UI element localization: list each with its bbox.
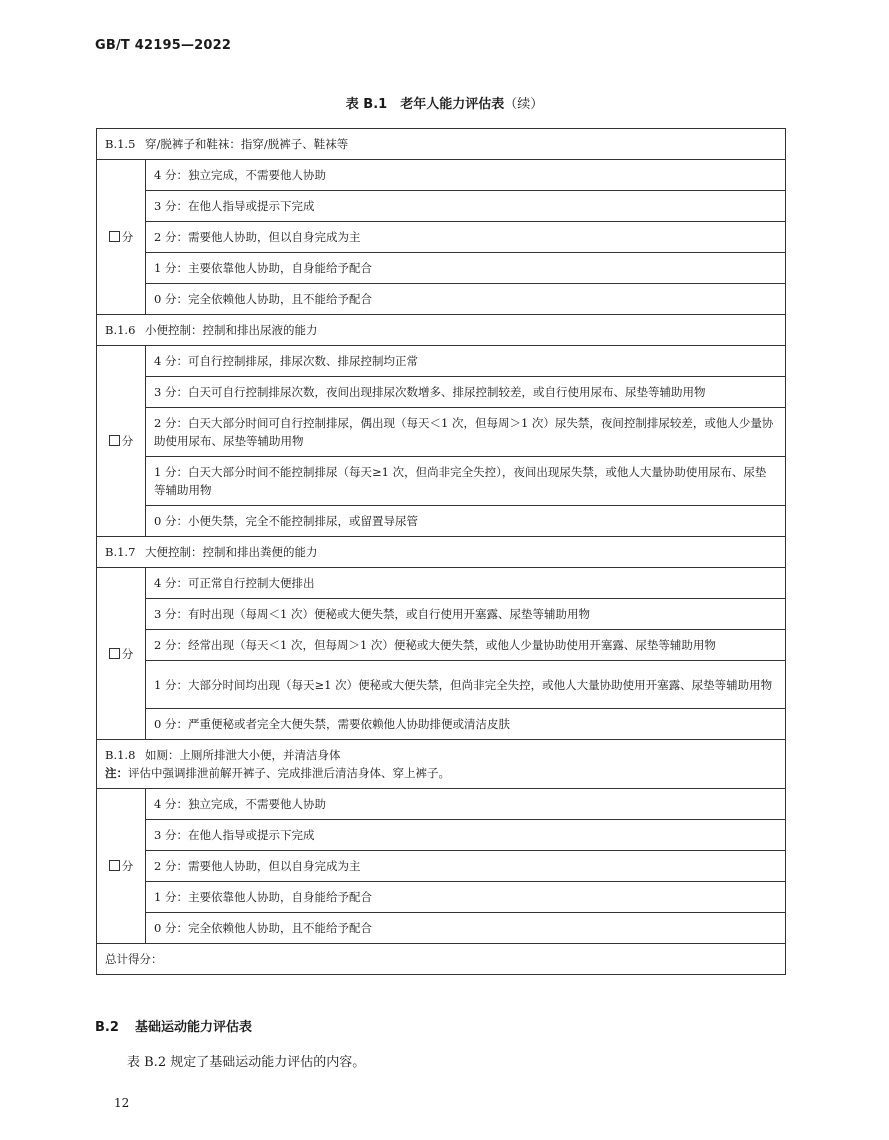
option-row: 2 分：白天大部分时间可自行控制排尿，偶出现（每天＜1 次，但每周＞1 次）尿失禁，夜间控制排尿较差，或他人少量协助使用尿布、尿垫等辅助用物 bbox=[146, 408, 786, 457]
section-header-b-1-8 bbox=[97, 740, 786, 789]
section-title: 穿/脱裤子和鞋袜：指穿/脱裤子、鞋袜等 bbox=[145, 137, 349, 151]
score-label: 分 bbox=[121, 859, 134, 873]
table-title-continued: （续） bbox=[504, 97, 544, 112]
score-box[interactable] bbox=[109, 435, 120, 446]
option-row: 4 分：可正常自行控制大便排出 bbox=[146, 568, 786, 599]
score-label: 分 bbox=[121, 646, 134, 661]
score-cell-b-1-8[interactable] bbox=[97, 789, 146, 944]
section-header-b-1-5 bbox=[97, 129, 786, 160]
table-title bbox=[0, 93, 889, 112]
section-title: 小便控制：控制和排出尿液的能力 bbox=[145, 323, 318, 337]
option-row: 1 分：白天大部分时间不能控制排尿（每天≥1 次，但尚非完全失控），夜间出现尿失禁，或他人大量协助使用尿布、尿垫等辅助用物 bbox=[146, 457, 786, 506]
option-row: 2 分：需要他人协助，但以自身完成为主 bbox=[146, 851, 786, 882]
option-row: 1 分：主要依靠他人协助，自身能给予配合 bbox=[146, 882, 786, 913]
option-row: 4 分：可自行控制排尿，排尿次数、排尿控制均正常 bbox=[146, 346, 786, 377]
table-title-text: 表 B.1 老年人能力评估表 bbox=[345, 97, 505, 112]
score-cell-b-1-6[interactable] bbox=[97, 346, 146, 537]
section-header-b-1-7 bbox=[97, 537, 786, 568]
section-code: B.1.8 bbox=[105, 748, 136, 762]
section-number: B.2 bbox=[95, 1020, 119, 1035]
score-box[interactable] bbox=[109, 860, 120, 871]
score-box[interactable] bbox=[109, 648, 120, 659]
option-row: 1 分：主要依靠他人协助，自身能给予配合 bbox=[146, 253, 786, 284]
note-text: 评估中强调排泄前解开裤子、完成排泄后清洁身体、穿上裤子。 bbox=[128, 766, 450, 780]
page-number: 12 bbox=[114, 1096, 130, 1110]
option-row: 2 分：需要他人协助，但以自身完成为主 bbox=[146, 222, 786, 253]
option-row: 3 分：白天可自行控制排尿次数，夜间出现排尿次数增多、排尿控制较差，或自行使用尿布、尿垫等辅助用物 bbox=[146, 377, 786, 408]
total-score-row[interactable]: 总计得分： bbox=[97, 944, 786, 975]
option-row: 3 分：在他人指导或提示下完成 bbox=[146, 191, 786, 222]
score-cell-b-1-5[interactable] bbox=[97, 160, 146, 315]
option-row: 2 分：经常出现（每天＜1 次，但每周＞1 次）便秘或大便失禁，或他人少量协助使用开塞露、尿垫等辅助用物 bbox=[146, 630, 786, 661]
section-heading-title: 基础运动能力评估表 bbox=[135, 1020, 253, 1035]
section-heading-b-2 bbox=[95, 1016, 252, 1035]
option-row: 0 分：严重便秘或者完全大便失禁，需要依赖他人协助排便或清洁皮肤 bbox=[146, 709, 786, 740]
option-row: 0 分：完全依赖他人协助，且不能给予配合 bbox=[146, 913, 786, 944]
section-code: B.1.7 bbox=[105, 545, 136, 559]
section-header-b-1-6 bbox=[97, 315, 786, 346]
score-cell-b-1-7[interactable] bbox=[97, 568, 146, 740]
option-row: 0 分：小便失禁，完全不能控制排尿，或留置导尿管 bbox=[146, 506, 786, 537]
note-label: 注： bbox=[105, 766, 128, 780]
option-row: 3 分：有时出现（每周＜1 次）便秘或大便失禁，或自行使用开塞露、尿垫等辅助用物 bbox=[146, 599, 786, 630]
section-title: 如厕：上厕所排泄大小便，并清洁身体 bbox=[145, 748, 341, 762]
section-title: 大便控制：控制和排出粪便的能力 bbox=[145, 545, 318, 559]
option-row: 4 分：独立完成，不需要他人协助 bbox=[146, 789, 786, 820]
assessment-table bbox=[96, 128, 786, 975]
score-box[interactable] bbox=[109, 231, 120, 242]
score-label: 分 bbox=[121, 434, 134, 448]
option-row: 1 分：大部分时间均出现（每天≥1 次）便秘或大便失禁，但尚非完全失控，或他人大量协助使用开塞露、尿垫等辅助用物 bbox=[146, 661, 786, 709]
body-paragraph: 表 B.2 规定了基础运动能力评估的内容。 bbox=[127, 1055, 366, 1070]
section-code: B.1.6 bbox=[105, 323, 136, 337]
option-row: 0 分：完全依赖他人协助，且不能给予配合 bbox=[146, 284, 786, 315]
section-code: B.1.5 bbox=[105, 137, 136, 151]
score-label: 分 bbox=[121, 230, 134, 244]
option-row: 3 分：在他人指导或提示下完成 bbox=[146, 820, 786, 851]
option-row: 4 分：独立完成，不需要他人协助 bbox=[146, 160, 786, 191]
standard-code: GB/T 42195—2022 bbox=[95, 38, 232, 53]
